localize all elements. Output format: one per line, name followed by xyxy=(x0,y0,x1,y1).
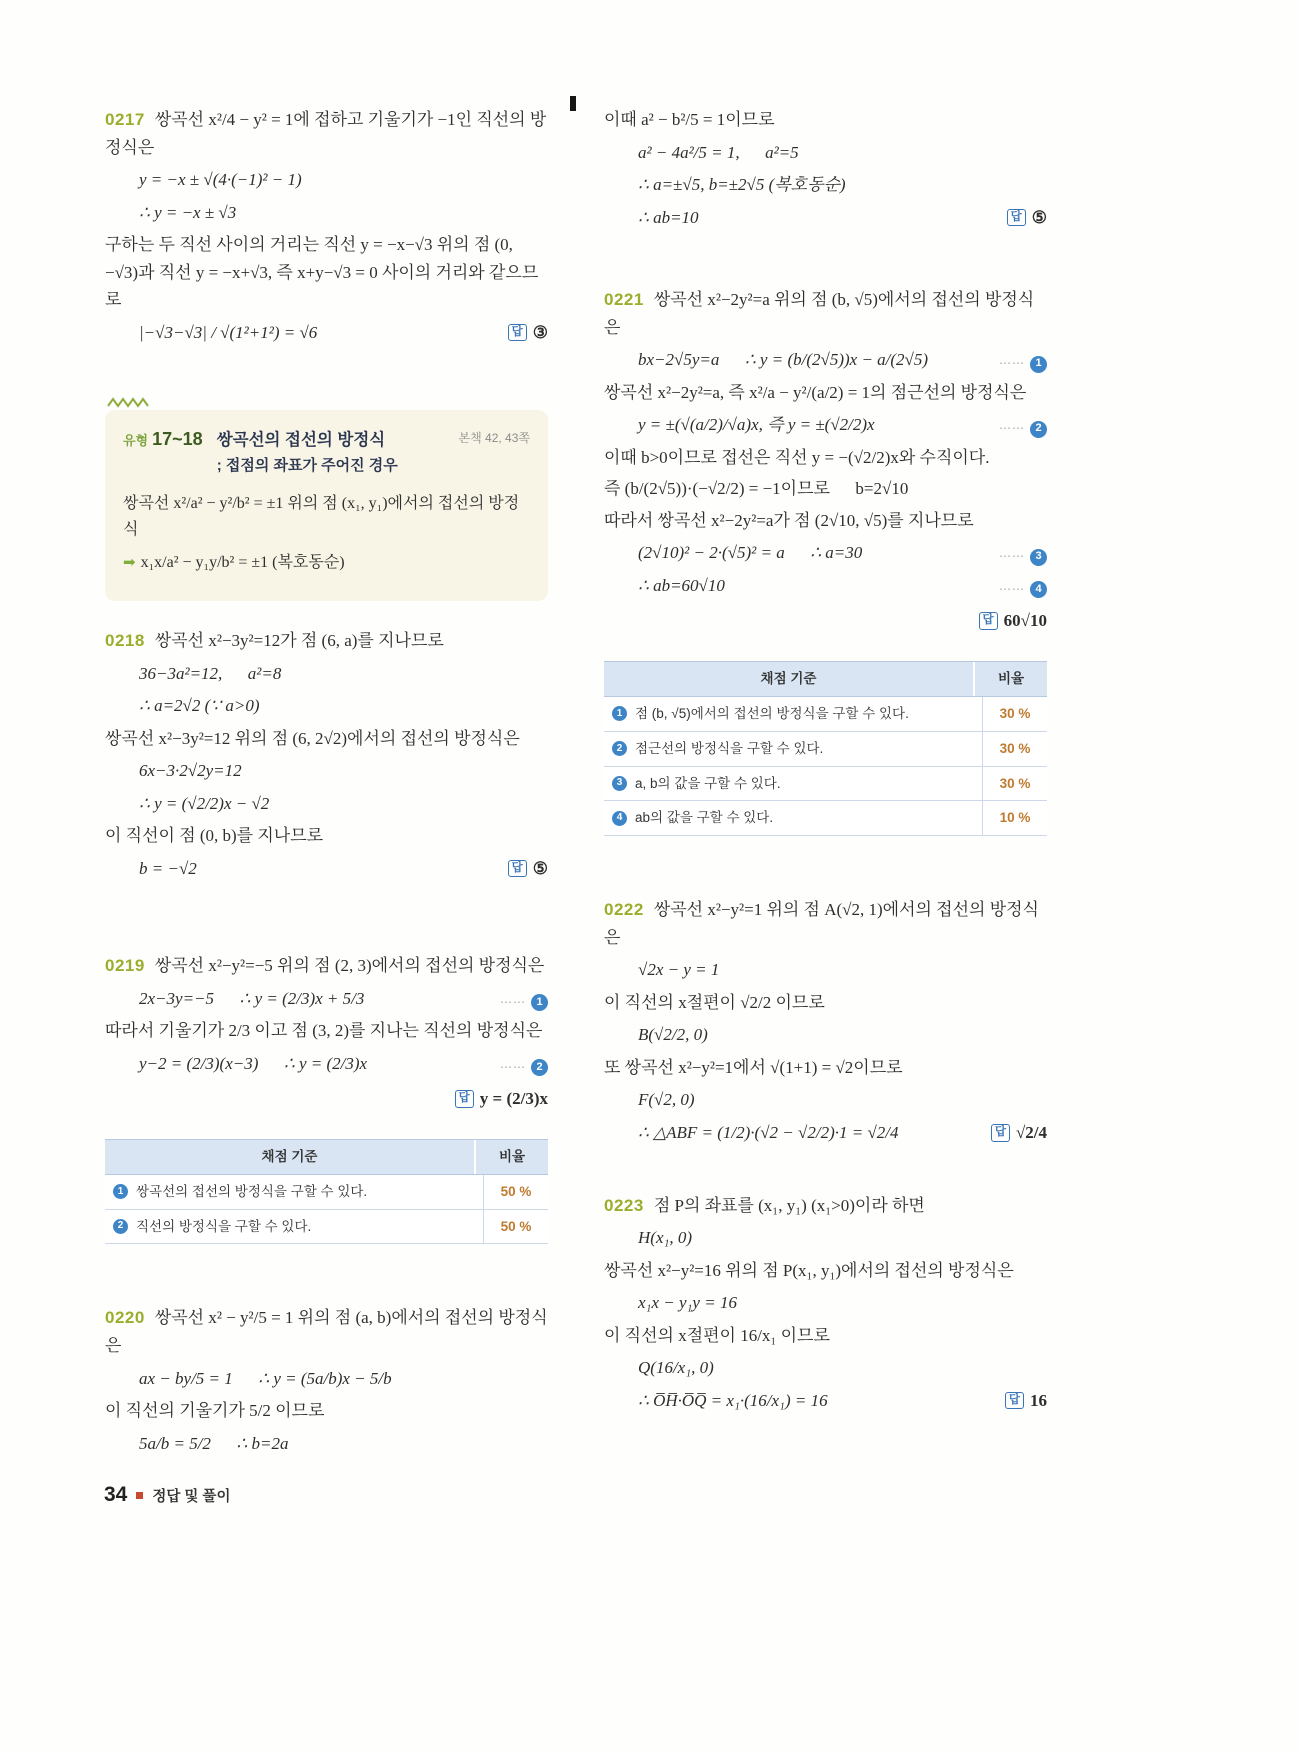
solution-line: 이 직선의 기울기가 5/2 이므로 xyxy=(105,1401,325,1421)
ratio-header: 비율 xyxy=(973,662,1047,696)
answer-value: 60√10 xyxy=(1003,611,1047,631)
step-marker xyxy=(500,993,548,1012)
ratio-value: 50 % xyxy=(483,1210,548,1244)
answer-value: ③ xyxy=(532,322,548,342)
solution-text: 쌍곡선 x²−y²=1 위의 점 A(√2, 1)에서의 접선의 방정식은 xyxy=(604,900,1039,947)
solution-line: 쌍곡선 x²−2y²=a, 즉 x²/a − y²/(a/2) = 1의 점근선의 방정식은 xyxy=(604,382,1027,402)
step-number-icon: 1 xyxy=(113,1184,128,1199)
step-dots: ⋯⋯ xyxy=(999,549,1025,564)
equation: a² − 4a²/5 = 1, a²=5 xyxy=(638,142,799,162)
equation: y = ±(√(a/2)/√a)x, 즉 y = ±(√2/2)x xyxy=(638,415,875,435)
equation-step-line xyxy=(139,985,548,1013)
answer-value: √2/4 xyxy=(1015,1122,1047,1142)
step-dots: ⋯⋯ xyxy=(500,994,526,1009)
solution-line: 또 쌍곡선 x²−y²=1에서 √(1+1) = √2이므로 xyxy=(604,1057,903,1077)
solution-line: 따라서 기울기가 2/3 이고 점 (3, 2)를 지나는 직선의 방정식은 xyxy=(105,1021,543,1041)
answer xyxy=(508,319,548,347)
answer-icon: 답 xyxy=(1005,1392,1024,1410)
solution-text: 쌍곡선 x²/4 − y² = 1에 접하고 기울기가 −1인 직선의 방정식은 xyxy=(105,110,547,157)
equation: y = −x ± √(4·(−1)² − 1) xyxy=(139,170,302,190)
solution-line: 이때 b>0이므로 접선은 직선 y = −(√2/2)x와 수직이다. xyxy=(604,447,990,467)
equation: 5a/b = 5/2 ∴ b=2a xyxy=(139,1433,289,1453)
solution-line xyxy=(604,896,1047,951)
solution-line xyxy=(105,106,548,161)
solution-line: 이 직선이 점 (0, b)를 지나므로 xyxy=(105,826,324,846)
problem-number: 0223 xyxy=(604,1195,644,1215)
problem-number: 0221 xyxy=(604,290,644,310)
table-row xyxy=(604,697,1047,732)
type-word: 유형 xyxy=(123,433,149,449)
right-column xyxy=(604,102,1047,1462)
answer-value: ⑤ xyxy=(1031,207,1047,227)
criteria-text: 직선의 방정식을 구할 수 있다. xyxy=(136,1218,312,1234)
equation-step-line xyxy=(139,1050,548,1078)
table-row xyxy=(604,767,1047,802)
problem-number: 0217 xyxy=(105,110,145,129)
step-number-icon: 4 xyxy=(1030,581,1047,598)
type-box-body xyxy=(123,491,530,576)
problem-0223 xyxy=(604,1192,1047,1415)
table-row xyxy=(604,801,1047,836)
type-formula: x₁x/a² − y₁y/b² = ±1 (복호동순) xyxy=(140,554,345,572)
step-number-icon: 3 xyxy=(612,776,627,791)
page-footer xyxy=(104,1483,230,1507)
step-marker xyxy=(500,1058,548,1077)
equation: B(√2/2, 0) xyxy=(638,1025,708,1045)
solution-line: 즉 (b/(2√5))·(−√2/2) = −1이므로 b=2√10 xyxy=(604,479,909,499)
equation-step-line xyxy=(638,411,1047,439)
solution-line: 구하는 두 직선 사이의 거리는 직선 y = −x−√3 위의 점 (0, −√3)과 직선 y = −x+√3, 즉 x+y−√3 = 0 사이의 거리와 같으므로 xyxy=(105,235,539,310)
equation: √2x − y = 1 xyxy=(638,960,720,980)
step-marker xyxy=(999,580,1047,599)
step-number-icon: 1 xyxy=(1030,356,1047,373)
solution-text: 쌍곡선 x² − y²/5 = 1 위의 점 (a, b)에서의 접선의 방정식은 xyxy=(105,1308,548,1355)
criteria-text: 점 (b, √5)에서의 접선의 방정식을 구할 수 있다. xyxy=(635,705,909,721)
solution-line: 쌍곡선 x²−3y²=12 위의 점 (6, 2√2)에서의 접선의 방정식은 xyxy=(105,728,520,748)
grading-table-header xyxy=(105,1139,548,1175)
step-marker xyxy=(999,419,1047,438)
footer-bullet xyxy=(136,1492,143,1499)
type-box xyxy=(105,410,548,601)
equation: x₁x − y₁y = 16 xyxy=(638,1293,737,1313)
equation: |−√3−√3| / √(1²+1²) = √6 xyxy=(139,322,318,342)
squiggle-icon xyxy=(107,397,153,408)
equation-step-line xyxy=(638,572,1047,600)
solution-line: 이 직선의 x절편이 √2/2 이므로 xyxy=(604,992,825,1012)
equation: (2√10)² − 2·(√5)² = a ∴ a=30 xyxy=(638,543,863,563)
equation: ∴ y = (√2/2)x − √2 xyxy=(139,793,270,813)
answer-icon: 답 xyxy=(455,1090,474,1108)
type-range: 17~18 xyxy=(152,429,203,450)
step-marker xyxy=(999,547,1047,566)
equation: ∴ O̅H̅·O̅Q̅ = x₁·(16/x₁) = 16 xyxy=(638,1390,828,1410)
step-number-icon: 2 xyxy=(1030,421,1047,438)
answer-icon: 답 xyxy=(991,1124,1010,1142)
equation: ∴ ab=10 xyxy=(638,207,699,227)
step-number-icon: 3 xyxy=(1030,549,1047,566)
equation: bx−2√5y=a ∴ y = (b/(2√5))x − a/(2√5) xyxy=(638,350,929,370)
equation: 36−3a²=12, a²=8 xyxy=(139,663,282,683)
solution-line xyxy=(604,286,1047,341)
ratio-value: 30 % xyxy=(982,732,1047,766)
solution-line xyxy=(105,1304,548,1359)
criteria-text: 점근선의 방정식을 구할 수 있다. xyxy=(635,740,824,756)
type-page-ref: 본책 42, 43쪽 xyxy=(458,431,530,446)
criteria-text: ab의 값을 구할 수 있다. xyxy=(635,810,774,826)
problem-0220-continued xyxy=(604,106,1047,231)
type-rule-formula xyxy=(123,550,530,576)
equation-answer-line xyxy=(638,1387,1047,1415)
equation-step-line xyxy=(638,539,1047,567)
equation-answer-line xyxy=(139,855,548,883)
type-titles xyxy=(217,426,398,475)
type-box-header xyxy=(123,426,530,475)
solution-line: 이 직선의 x절편이 16/x₁ 이므로 xyxy=(604,1325,830,1345)
step-dots: ⋯⋯ xyxy=(999,356,1025,371)
type-rule-text: 쌍곡선 x²/a² − y²/b² = ±1 위의 점 (x₁, y₁)에서의 접선의 방정식 xyxy=(123,495,520,539)
answer-icon: 답 xyxy=(508,324,527,342)
page-number: 34 xyxy=(104,1483,128,1506)
equation: 2x−3y=−5 ∴ y = (2/3)x + 5/3 xyxy=(139,988,365,1008)
equation-answer-line xyxy=(139,319,548,347)
equation: H(x₁, 0) xyxy=(638,1228,693,1248)
solution-line: 따라서 쌍곡선 x²−2y²=a가 점 (2√10, √5)를 지나므로 xyxy=(604,510,974,530)
problem-0218 xyxy=(105,627,548,882)
step-marker xyxy=(999,354,1047,373)
equation: ∴ a=±√5, b=±2√5 (복호동순) xyxy=(638,175,846,195)
equation: 6x−3·2√2y=12 xyxy=(139,761,242,781)
step-number-icon: 2 xyxy=(113,1219,128,1234)
criteria-header: 채점 기준 xyxy=(261,1148,318,1164)
solution-line xyxy=(604,1192,1047,1220)
step-dots: ⋯⋯ xyxy=(999,582,1025,596)
criteria-header: 채점 기준 xyxy=(760,670,817,686)
equation: F(√2, 0) xyxy=(638,1090,695,1110)
problem-0219 xyxy=(105,952,548,1244)
step-dots: ⋯⋯ xyxy=(999,421,1025,436)
answer xyxy=(991,1119,1047,1147)
problem-number: 0222 xyxy=(604,900,644,920)
step-number-icon: 2 xyxy=(612,741,627,756)
solution-text: 쌍곡선 x²−2y²=a 위의 점 (b, √5)에서의 접선의 방정식은 xyxy=(604,290,1035,337)
problem-0217 xyxy=(105,106,548,346)
table-row xyxy=(105,1210,548,1245)
ratio-header: 비율 xyxy=(474,1140,548,1174)
two-column-layout xyxy=(105,102,1047,1462)
criteria-text: a, b의 값을 구할 수 있다. xyxy=(635,775,781,791)
step-dots: ⋯⋯ xyxy=(500,1059,526,1074)
answer-value: ⑤ xyxy=(532,858,548,878)
step-number-icon: 1 xyxy=(612,706,627,721)
ratio-value: 30 % xyxy=(982,767,1047,801)
type-subtitle: ; 접점의 좌표가 주어진 경우 xyxy=(216,457,398,475)
type-title: 쌍곡선의 접선의 방정식 xyxy=(216,431,386,450)
equation-step-line xyxy=(638,346,1047,374)
step-number-icon: 2 xyxy=(531,1059,548,1076)
equation-answer-line xyxy=(638,1119,1047,1147)
solution-text: 쌍곡선 x²−y²=−5 위의 점 (2, 3)에서의 접선의 방정식은 xyxy=(154,956,545,976)
solution-line xyxy=(105,952,548,980)
criteria-text: 쌍곡선의 접선의 방정식을 구할 수 있다. xyxy=(136,1183,368,1199)
equation: ∴ ab=60√10 xyxy=(638,575,725,595)
type-section xyxy=(105,410,548,601)
problem-0221 xyxy=(604,286,1047,836)
equation: ∴ y = −x ± √3 xyxy=(139,202,237,222)
answer-icon: 답 xyxy=(508,860,527,878)
ratio-value: 30 % xyxy=(982,697,1047,731)
solution-line: 쌍곡선 x²−y²=16 위의 점 P(x₁, y₁)에서의 접선의 방정식은 xyxy=(604,1260,1014,1280)
ratio-value: 10 % xyxy=(982,801,1047,835)
problem-0220 xyxy=(105,1304,548,1457)
answer-line xyxy=(105,1085,548,1113)
answer-line xyxy=(604,607,1047,635)
problem-0222 xyxy=(604,896,1047,1146)
grading-table-0221 xyxy=(604,661,1047,836)
footer-label: 정답 및 풀이 xyxy=(152,1488,231,1505)
left-column xyxy=(105,102,548,1462)
equation: ∴ △ABF = (1/2)·(√2 − √2/2)·1 = √2/4 xyxy=(638,1122,899,1142)
table-row xyxy=(105,1175,548,1210)
equation-answer-line xyxy=(638,204,1047,232)
problem-number: 0219 xyxy=(105,956,145,976)
arrow-icon: ➡ xyxy=(123,555,136,572)
table-row xyxy=(604,732,1047,767)
answer xyxy=(508,855,548,883)
ratio-value: 50 % xyxy=(483,1175,548,1209)
solution-text: 점 P의 좌표를 (x₁, y₁) (x₁>0)이라 하면 xyxy=(653,1195,925,1215)
equation: Q(16/x₁, 0) xyxy=(638,1358,714,1378)
answer-value: y = (2/3)x xyxy=(479,1089,548,1109)
solution-text: 쌍곡선 x²−3y²=12가 점 (6, a)를 지나므로 xyxy=(154,630,444,650)
solution-line xyxy=(105,627,548,655)
equation: ∴ a=2√2 (∵ a>0) xyxy=(139,696,260,716)
type-label xyxy=(123,426,203,475)
answer xyxy=(455,1085,548,1113)
step-number-icon: 4 xyxy=(612,811,627,826)
equation: ax − by/5 = 1 ∴ y = (5a/b)x − 5/b xyxy=(139,1368,392,1388)
answer xyxy=(979,607,1047,635)
answer xyxy=(1007,204,1047,232)
grading-table-0219 xyxy=(105,1139,548,1245)
answer-value: 16 xyxy=(1030,1390,1047,1410)
equation: y−2 = (2/3)(x−3) ∴ y = (2/3)x xyxy=(139,1053,368,1073)
problem-number: 0218 xyxy=(105,630,145,650)
step-number-icon: 1 xyxy=(531,994,548,1011)
answer-icon: 답 xyxy=(1007,209,1026,227)
solution-line: 이때 a² − b²/5 = 1이므로 xyxy=(604,110,775,129)
equation: b = −√2 xyxy=(139,858,197,878)
answer-icon: 답 xyxy=(979,612,998,630)
problem-number: 0220 xyxy=(105,1308,145,1328)
answer xyxy=(1005,1387,1047,1415)
grading-table-header xyxy=(604,661,1047,697)
